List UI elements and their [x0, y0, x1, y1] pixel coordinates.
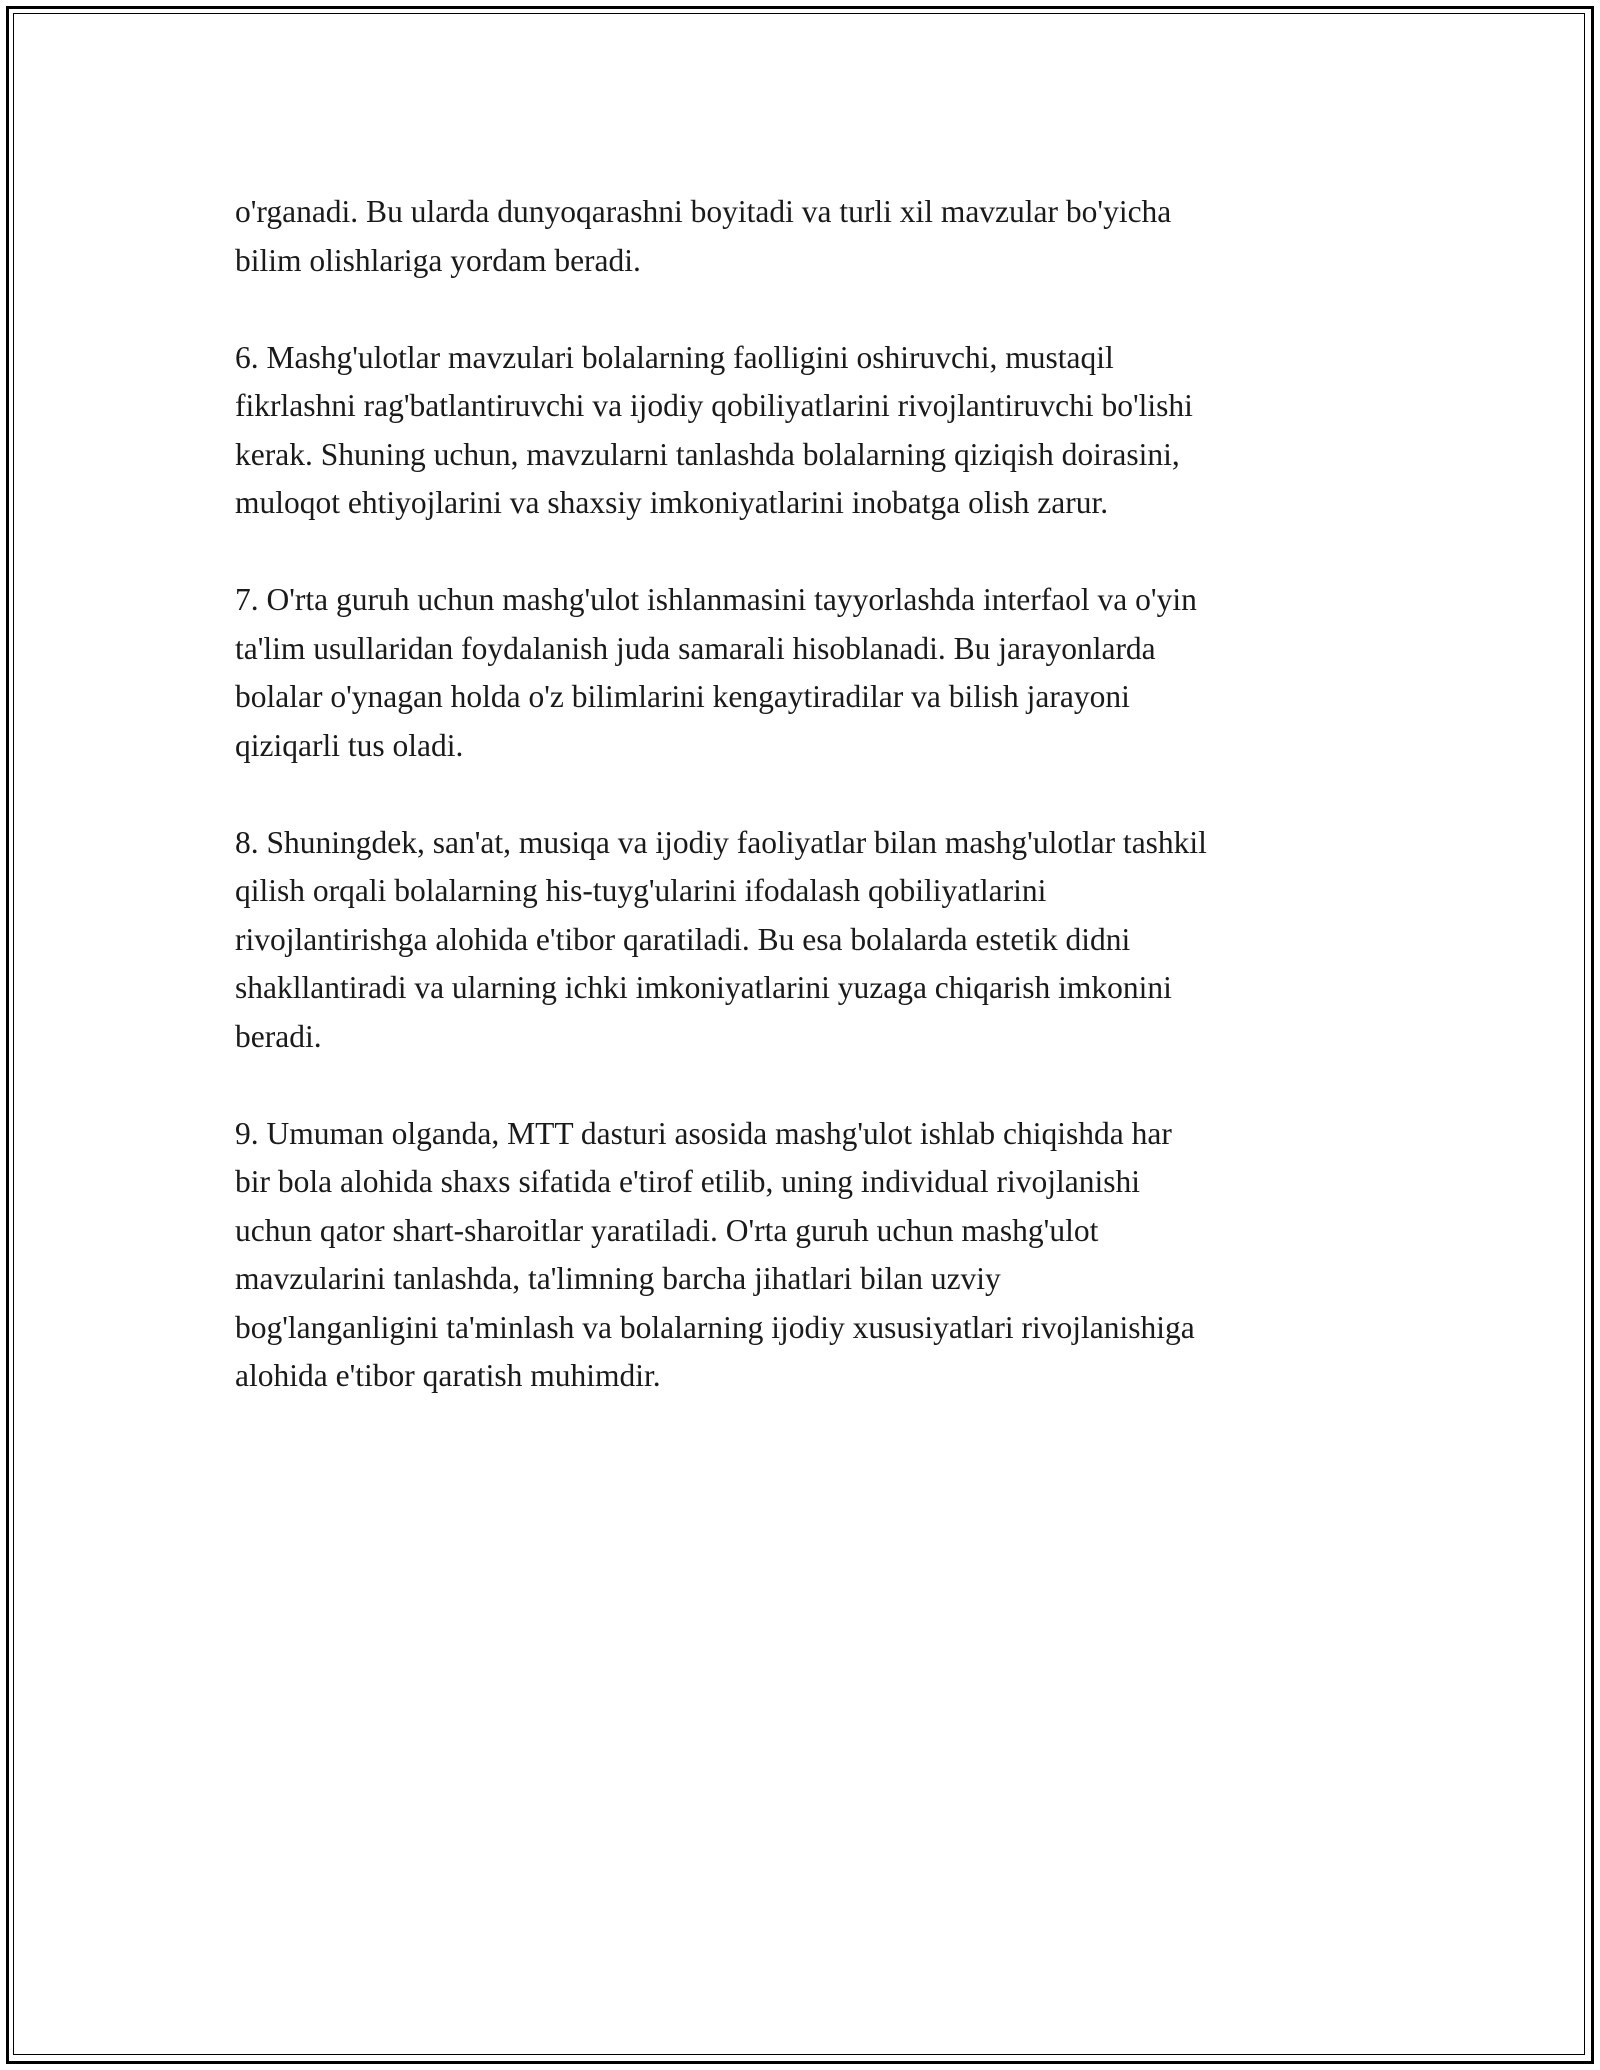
paragraph-continuation: o'rganadi. Bu ularda dunyoqarashni boyitadi va turli xil mavzular bo'yicha bilim olishlariga yordam beradi.	[235, 194, 1172, 278]
paragraph-item-7: 7. O'rta guruh uchun mashg'ulot ishlanmasini tayyorlashda interfaol va o'yin ta'lim usullaridan foydalanish juda samarali hisoblanadi. Bu jarayonlarda bolalar o'ynagan holda o'z bilimlarini kengaytiradilar va bilish jarayoni qiziqarli tus oladi.	[235, 582, 1197, 763]
paragraph-item-6: 6. Mashg'ulotlar mavzulari bolalarning faolligini oshiruvchi, mustaqil fikrlashni rag'batlantiruvchi va ijodiy qobiliyatlarini rivojlantiruvchi bo'lishi kerak. Shuning uchun, mavzularni tanlashda bolalarning qiziqish doirasini, muloqot ehtiyojlarini va shaxsiy imkoniyatlarini inobatga olish zarur.	[235, 339, 1193, 520]
paragraph-item-8: 8. Shuningdek, san'at, musiqa va ijodiy faoliyatlar bilan mashg'ulotlar tashkil qilish orqali bolalarning his-tuyg'ularini ifodalash qobiliyatlarini rivojlantirishga alohida e'tibor qaratiladi. Bu esa bolalarda estetik didni shakllantiradi va ularning ichki imkoniyatlarini yuzaga chiqarish imkonini beradi.	[235, 824, 1207, 1054]
paragraph-item-9: 9. Umuman olganda, MTT dasturi asosida mashg'ulot ishlab chiqishda har bir bola alohida shaxs sifatida e'tirof etilib, uning individual rivojlanishi uchun qator shart-sharoitlar yaratiladi. O'rta guruh uchun mashg'ulot mavzularini tanlashda, ta'limning barcha jihatlari bilan uzviy bog'langanligini ta'minlash va bolalarning ijodiy xususiyatlari rivojlanishiga alohida e'tibor qaratish muhimdir.	[235, 1115, 1195, 1393]
document-body	[235, 188, 1385, 1449]
